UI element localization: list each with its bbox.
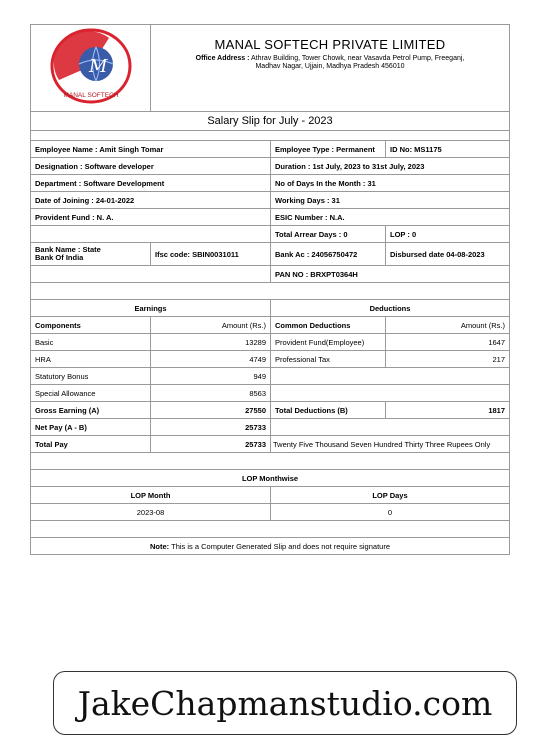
designation: Designation : Software developer xyxy=(31,158,271,175)
total-deductions-label: Total Deductions (B) xyxy=(271,402,386,419)
address-line2: Madhav Nagar, Ujjain, Madhya Pradesh 456010 xyxy=(255,63,405,70)
earning-amount: 8563 xyxy=(151,385,271,402)
earning-amount: 949 xyxy=(151,368,271,385)
salary-slip-table xyxy=(30,24,510,555)
lop-monthwise-heading: LOP Monthwise xyxy=(31,470,510,487)
department: Department : Software Development xyxy=(31,175,271,192)
deductions-amount-header: Amount (Rs.) xyxy=(386,317,510,334)
employee-name: Employee Name : Amit Singh Tomar xyxy=(31,141,271,158)
note-label: Note: xyxy=(150,541,170,551)
pan-number: PAN NO : BRXPT0364H xyxy=(271,266,510,283)
amount-in-words: Twenty Five Thousand Seven Hundred Thirty Three Rupees Only xyxy=(271,436,510,453)
bank-account: Bank Ac : 24056750472 xyxy=(271,243,386,266)
slip-title: Salary Slip for July - 2023 xyxy=(31,112,510,131)
empty-cell xyxy=(31,266,271,283)
employee-type: Employee Type : Permanent xyxy=(271,141,386,158)
footer-note xyxy=(31,538,510,555)
deduction-amount: 1647 xyxy=(386,334,510,351)
esic-number: ESIC Number : N.A. xyxy=(271,209,510,226)
earning-label: Special Allowance xyxy=(31,385,151,402)
company-header xyxy=(151,25,510,112)
empty-cell xyxy=(31,226,271,243)
lop-count: LOP : 0 xyxy=(386,226,510,243)
logo-cell xyxy=(31,25,151,112)
lop-month-value: 2023-08 xyxy=(31,504,271,521)
total-deductions-amount: 1817 xyxy=(386,402,510,419)
company-name: MANAL SOFTECH PRIVATE LIMITED xyxy=(214,37,446,52)
deduction-amount: 217 xyxy=(386,351,510,368)
net-pay-label: Net Pay (A - B) xyxy=(31,419,151,436)
svg-text:M: M xyxy=(88,56,107,77)
earning-label: Statutory Bonus xyxy=(31,368,151,385)
blank-row xyxy=(31,453,510,470)
empty-cell xyxy=(271,368,510,385)
deduction-label: Professional Tax xyxy=(271,351,386,368)
duration: Duration : 1st July, 2023 to 31st July, 2023 xyxy=(271,158,510,175)
provident-fund: Provident Fund : N. A. xyxy=(31,209,271,226)
arrear-days: Total Arrear Days : 0 xyxy=(271,226,386,243)
logo-text: MANAL SOFTECH xyxy=(62,92,119,99)
total-pay-label: Total Pay xyxy=(31,436,151,453)
lop-days-value: 0 xyxy=(271,504,510,521)
disbursed-date: Disbursed date 04-08-2023 xyxy=(386,243,510,266)
earning-label: HRA xyxy=(31,351,151,368)
employee-id: ID No: MS1175 xyxy=(386,141,510,158)
blank-row xyxy=(31,131,510,141)
note-text: This is a Computer Generated Slip and does not require signature xyxy=(171,541,390,551)
empty-cell xyxy=(271,385,510,402)
gross-earning-amount: 27550 xyxy=(151,402,271,419)
lop-days-header: LOP Days xyxy=(271,487,510,504)
earning-amount: 13289 xyxy=(151,334,271,351)
deduction-label: Provident Fund(Employee) xyxy=(271,334,386,351)
common-deductions-header: Common Deductions xyxy=(271,317,386,334)
ifsc-code: Ifsc code: SBIN0031011 xyxy=(151,243,271,266)
total-pay-amount: 25733 xyxy=(151,436,271,453)
earnings-heading: Earnings xyxy=(31,300,271,317)
earnings-amount-header: Amount (Rs.) xyxy=(151,317,271,334)
address-line1: Athrav Building, Tower Chowk, near Vasavda Petrol Pump, Freeganj, xyxy=(251,55,465,62)
company-logo xyxy=(49,28,133,108)
empty-cell xyxy=(271,419,510,436)
gross-earning-label: Gross Earning (A) xyxy=(31,402,151,419)
components-header: Components xyxy=(31,317,151,334)
working-days: Working Days : 31 xyxy=(271,192,510,209)
blank-row xyxy=(31,521,510,538)
lop-month-header: LOP Month xyxy=(31,487,271,504)
address-label: Office Address : xyxy=(195,55,250,62)
earning-label: Basic xyxy=(31,334,151,351)
deductions-heading: Deductions xyxy=(271,300,510,317)
blank-row xyxy=(31,283,510,300)
bank-name xyxy=(31,243,151,266)
bank-name-line1: Bank Name : State xyxy=(35,245,101,254)
watermark-banner: JakeChapmanstudio.com xyxy=(53,671,517,735)
earning-amount: 4749 xyxy=(151,351,271,368)
days-in-month: No of Days In the Month : 31 xyxy=(271,175,510,192)
bank-name-line2: Bank Of India xyxy=(35,253,84,262)
net-pay-amount: 25733 xyxy=(151,419,271,436)
joining-date: Date of Joining : 24-01-2022 xyxy=(31,192,271,209)
